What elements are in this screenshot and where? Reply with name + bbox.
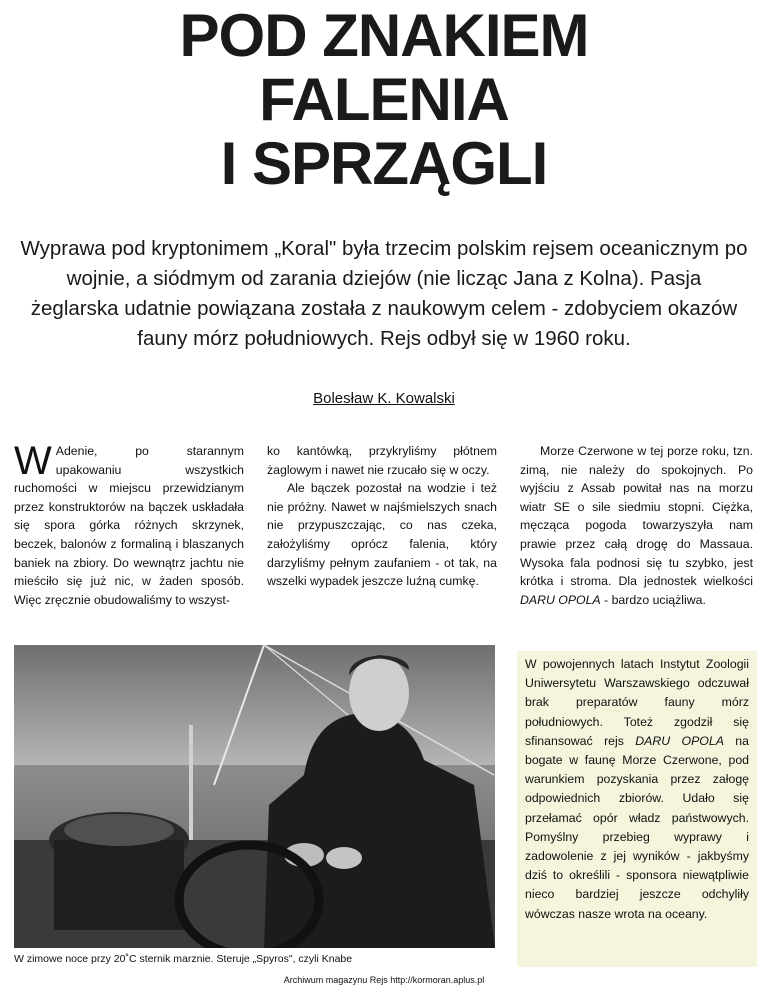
sidebar-text-b: na bogate w faunę Morze Czerwone, pod warunkiem pozyskania przez załogę odpowiednich zbiorów. Udało się przełamać opór władz państwowych. Pomyślny przebieg wyprawy i zadowolenie z jej wyników - jakbyśmy dziś to określili - sponsora niewątpliwie nieco bardziej jeszcze odchyliły wówczas nasze wrota na oceany. xyxy=(525,733,749,921)
column-2-paragraph-1: ko kantówką, przykryliśmy płótnem żaglowym i nawet nie rzucało się w oczy. xyxy=(267,444,497,477)
author-byline xyxy=(0,390,768,407)
column-2-paragraph-2: Ale bączek pozostał na wodzie i też nie próżny. Nawet w najśmielszych snach nie przypuszczając, co nas czeka, założyliśmy oprócz falenia, który darzyliśmy pełnym zaufaniem - ot tak, na wszelki wypadek jeszcze luźną cumkę. xyxy=(267,481,497,589)
drop-cap: W xyxy=(14,439,52,483)
title-line-3: I SPRZĄGLI xyxy=(220,130,548,197)
column-3 xyxy=(520,442,753,609)
author-name: Bolesław K. Kowalski xyxy=(313,390,455,407)
archive-footer: Archiwum magazynu Rejs http://kormoran.aplus.pl xyxy=(283,975,485,985)
photo-caption: W zimowe noce przy 20˚C sternik marznie. Steruje „Spyros", czyli Knabe xyxy=(14,953,353,965)
column-1-text: Adenie, po starannym upakowaniu wszystkich ruchomości w miejscu przewidzianym przez konstruktorów na bączek uskładała się spora górka różnych skrzynek, beczek, balonów z formaliną i blaszanych baniek na zbiory. Do wewnątrz jachtu nie mieściło się już nic, w żaden sposób. Więc zręcznie obudowaliśmy to wszyst- xyxy=(14,444,244,607)
sidebar-box xyxy=(517,651,757,967)
column-3-paragraph xyxy=(520,442,753,609)
ship-name: DARU OPOLA xyxy=(520,592,601,607)
column-3-text-a: Morze Czerwone w tej porze roku, tzn. zimą, nie należy do spokojnych. Po wyjściu z Assab powitał nas na morzu wiatr SE o sile siedmiu stopni. Ciężka, męcząca pogoda towarzyszyła nam prawie przez całą drogę do Massaua. Wysoka fala podnosi się tu szybko, jest krótka i stroma. Dla jednostek wielkości xyxy=(520,444,753,589)
column-1 xyxy=(14,439,244,609)
column-2 xyxy=(267,442,497,591)
title-line-2: FALENIA xyxy=(259,66,509,133)
sidebar-text-a: W powojennych latach Instytut Zoologii Uniwersytetu Warszawskiego odczuwał brak preparatów fauny mórz południowych. Toteż zgodził się sfinansować rejs xyxy=(525,657,749,748)
sidebar-ship-name: DARU OPOLA xyxy=(635,733,724,748)
column-1-paragraph xyxy=(14,439,244,609)
sailor-photo xyxy=(14,645,495,948)
lead-paragraph: Wyprawa pod kryptonimem „Koral" była trzecim polskim rejsem oceanicznym po wojnie, a siódmym od zarania dziejów (nie licząc Jana z Kolna). Pasja żeglarska udatnie powiązana została z naukowym celem - zdobyciem okazów fauny mórz południowych. Rejs odbył się w 1960 roku. xyxy=(20,237,748,350)
article-title xyxy=(0,4,768,196)
column-3-text-b: - bardzo uciążliwa. xyxy=(600,592,706,607)
title-line-1: POD ZNAKIEM xyxy=(179,2,589,69)
